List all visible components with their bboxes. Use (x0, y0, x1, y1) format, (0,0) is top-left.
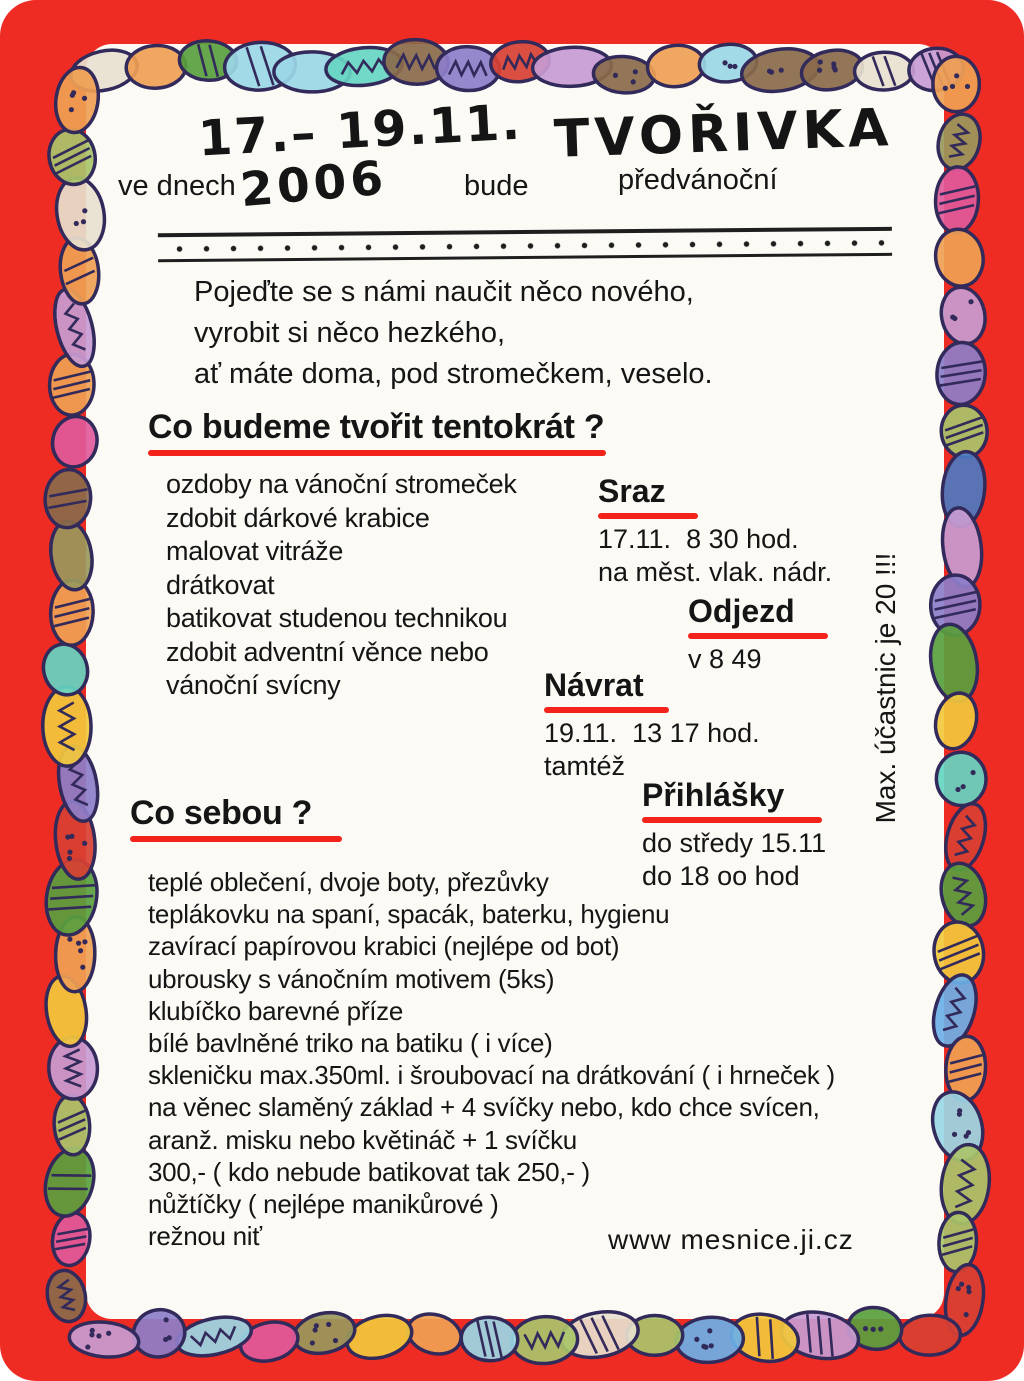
list-item: ubrousky s vánočním motivem (5ks) (148, 963, 555, 994)
departure-time: v 8 49 (688, 644, 762, 674)
intro-paragraph (194, 272, 713, 395)
red-underline (598, 513, 698, 519)
list-item: drátkovat (166, 569, 275, 600)
create-activity-list (166, 468, 517, 703)
intro-line: ať máte doma, pod stromečkem, veselo. (194, 358, 713, 390)
list-item: zdobit dárkové krabice (166, 502, 430, 533)
meeting-time: 17.11. 8 30 hod. (598, 524, 799, 554)
list-item: na věnec slaměný základ + 4 svíčky nebo, kdo chce svícen, (148, 1092, 820, 1123)
list-item: zavírací papírovou krabici (nejlépe od bot) (148, 931, 620, 962)
red-underline (544, 707, 669, 713)
applications-heading: Přihlášky (642, 777, 785, 813)
return-place: tamtéž (544, 751, 626, 781)
list-item: bílé bavlněné triko na batiku ( i více) (148, 1028, 553, 1059)
list-item: režnou niť (148, 1221, 262, 1252)
create-section-heading (148, 408, 606, 456)
header-connector: bude (464, 170, 529, 202)
header-prefix: ve dnech (118, 170, 236, 202)
list-item: aranž. misku nebo květináč + 1 svíčku (148, 1124, 577, 1155)
list-item: malovat vitráže (166, 536, 344, 566)
meeting-place: na měst. vlak. nádr. (598, 557, 833, 587)
list-item: 300,- ( kdo nebude batikovat tak 250,- ) (148, 1156, 590, 1187)
departure-block (688, 592, 828, 676)
meeting-heading: Sraz (598, 473, 666, 509)
return-block (544, 666, 760, 783)
red-underline (642, 817, 822, 823)
list-item: skleničku max.350ml. i šroubovací na drátkování ( i hrneček ) (148, 1060, 835, 1091)
list-item: teplé oblečení, dvoje boty, přezůvky (148, 867, 549, 897)
website-address: www mesnice.ji.cz (608, 1224, 854, 1255)
bring-item-list (148, 866, 835, 1252)
list-item: vánoční svícny (166, 670, 341, 700)
return-time: 19.11. 13 17 hod. (544, 718, 760, 748)
intro-line: vyrobit si něco hezkého, (194, 317, 506, 349)
create-heading-text: Co budeme tvořit tentokrát ? (148, 408, 605, 446)
red-underline (130, 836, 342, 842)
intro-line: Pojeďte se s námi naučit něco nového, (194, 276, 694, 308)
date-range-text: 17.– 19.11. (196, 93, 524, 168)
date-year-text: 2006 (238, 150, 390, 219)
list-item: nůžtíčky ( nejlépe manikůrové ) (148, 1189, 499, 1220)
header-title-block (553, 98, 895, 197)
list-item: ozdoby na vánoční stromeček (166, 469, 517, 499)
list-item: batikovat studenou technikou (166, 603, 508, 633)
meeting-block (598, 472, 832, 589)
list-item: teplákovku na spaní, spacák, baterku, hygienu (148, 899, 670, 930)
departure-heading: Odjezd (688, 593, 795, 629)
workshop-subtitle: předvánoční (618, 164, 778, 196)
red-underline (688, 633, 828, 639)
applications-deadline-time: do 18 oo hod (642, 861, 800, 891)
workshop-title: TVOŘIVKA (553, 98, 895, 170)
applications-deadline-date: do středy 15.11 (642, 828, 827, 858)
bring-heading-text: Co sebou ? (130, 794, 313, 832)
list-item: klubíčko barevné příze (148, 995, 403, 1026)
dotted-divider (158, 227, 892, 262)
paper-page (86, 44, 944, 1319)
list-item: zdobit adventní věnce nebo (166, 636, 489, 667)
return-heading: Návrat (544, 667, 644, 703)
bring-section-heading (130, 794, 342, 842)
max-participants-note: Max. účastnic je 20 !!! (870, 552, 901, 824)
red-underline (148, 450, 606, 456)
